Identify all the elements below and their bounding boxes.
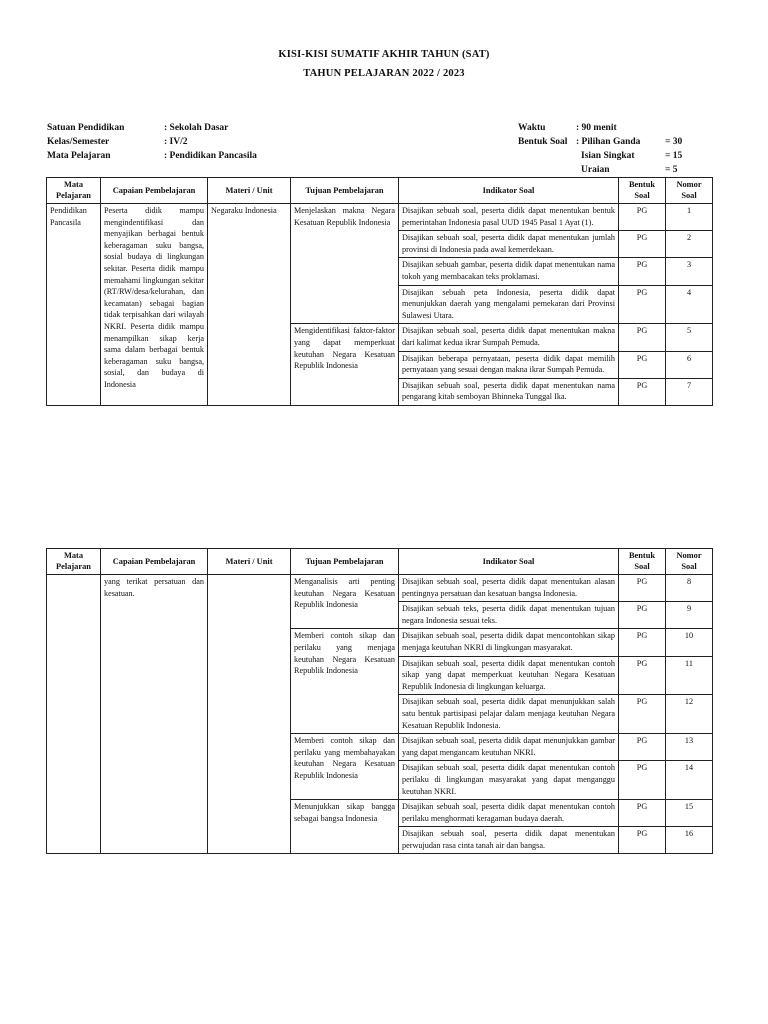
cell-nomor: 2 — [666, 231, 713, 258]
bentuk-name-uraian: Uraian — [581, 165, 610, 175]
cell-indikator: Disajikan sebuah soal, peserta didik dapat menunjukkan gambar yang dapat mengancam keutuhan NKRI. — [399, 734, 619, 761]
cell-bentuk: PG — [619, 324, 666, 351]
col-tujuan: Tujuan Pembelajaran — [291, 549, 399, 575]
cell-capaian: Peserta didik mampu mengindentifikasi dan menyajikan berbagai bentuk keberagaman suku bangsa, sosial budaya di lingkungan sekitar. Peserta didik mampu memahami lingkungan sekitar (RT/RW/desa/kelurahan, dan kecamatan) sebagai bagian tidak terpisahkan dari wilayah NKRI. Peserta didik mampu menampilkan sikap kerja sama dalam berbagai bentuk keberagaman suku bangsa, sosial, dan budaya di Indonesia — [101, 204, 208, 406]
cell-bentuk: PG — [619, 827, 666, 854]
col-capaian: Capaian Pembelajaran — [101, 178, 208, 204]
table-row — [47, 575, 713, 602]
kisi-table-1 — [46, 177, 713, 406]
cell-nomor: 9 — [666, 602, 713, 629]
col-materi: Materi / Unit — [208, 549, 291, 575]
col-mapel: Mata Pelajaran — [47, 549, 101, 575]
cell-bentuk: PG — [619, 734, 666, 761]
table-row — [47, 204, 713, 231]
cell-nomor: 1 — [666, 204, 713, 231]
cell-indikator: Disajikan sebuah peta Indonesia, peserta didik dapat menunjukkan daerah yang mengalami pemekaran dari Provinsi Sulawesi Utara. — [399, 285, 619, 324]
cell-indikator: Disajikan sebuah soal, peserta didik dapat mencontohkan sikap menjaga keutuhan NKRI di lingkungan masyarakat. — [399, 629, 619, 656]
cell-indikator: Disajikan sebuah soal, peserta didik dapat menentukan contoh perilaku di lingkungan masyarakat yang dapat menganggu keutuhan NKRI. — [399, 761, 619, 800]
cell-bentuk: PG — [619, 761, 666, 800]
cell-bentuk: PG — [619, 629, 666, 656]
cell-capaian: yang terikat persatuan dan kesatuan. — [101, 575, 208, 854]
cell-bentuk: PG — [619, 695, 666, 734]
cell-indikator: Disajikan sebuah soal, peserta didik dapat menentukan jumlah provinsi di Indonesia pada awal kemerdekaan. — [399, 231, 619, 258]
col-capaian: Capaian Pembelajaran — [101, 549, 208, 575]
waktu-value: : 90 menit — [576, 123, 617, 133]
cell-nomor: 10 — [666, 629, 713, 656]
info-left — [47, 121, 257, 163]
cell-indikator: Disajikan sebuah soal, peserta didik dapat menentukan contoh perilaku menghormati keragaman budaya daerah. — [399, 800, 619, 827]
cell-materi — [208, 575, 291, 854]
cell-nomor: 16 — [666, 827, 713, 854]
info-label-mapel: Mata Pelajaran — [47, 151, 111, 161]
cell-nomor: 4 — [666, 285, 713, 324]
bentuk-count-pg: = 30 — [665, 137, 683, 147]
cell-bentuk: PG — [619, 351, 666, 378]
cell-bentuk: PG — [619, 204, 666, 231]
cell-nomor: 13 — [666, 734, 713, 761]
cell-bentuk: PG — [619, 602, 666, 629]
cell-tujuan: Memberi contoh sikap dan perilaku yang membahayakan keutuhan Negara Kesatuan Republik Indonesia — [291, 734, 399, 800]
cell-tujuan: Memberi contoh sikap dan perilaku yang menjaga keutuhan Negara Kesatuan Republik Indonesia — [291, 629, 399, 734]
cell-materi: Negaraku Indonesia — [208, 204, 291, 406]
cell-indikator: Disajikan sebuah teks, peserta didik dapat menentukan tujuan negara Indonesia sesuai teks. — [399, 602, 619, 629]
waktu-label: Waktu — [518, 123, 546, 133]
info-label-satuan: Satuan Pendidikan — [47, 123, 125, 133]
cell-indikator: Disajikan sebuah soal, peserta didik dapat menentukan bentuk pemerintahan Indonesia pasal UUD 1945 Pasal 1 Ayat (1). — [399, 204, 619, 231]
col-mapel: Mata Pelajaran — [47, 178, 101, 204]
bentuk-count-isian: = 15 — [665, 151, 683, 161]
cell-bentuk: PG — [619, 258, 666, 285]
cell-bentuk: PG — [619, 378, 666, 405]
cell-tujuan: Mengidentifikasi faktor-faktor yang dapat memperkuat keutuhan Negara Kesatuan Republik Indonesia — [291, 324, 399, 406]
cell-indikator: Disajikan sebuah soal, peserta didik dapat menentukan makna dari kalimat kedua ikrar Sumpah Pemuda. — [399, 324, 619, 351]
cell-bentuk: PG — [619, 656, 666, 695]
kisi-table-2 — [46, 548, 713, 854]
cell-bentuk: PG — [619, 231, 666, 258]
bentuk-count-uraian: = 5 — [665, 165, 678, 175]
cell-indikator: Disajikan sebuah soal, peserta didik dapat menentukan alasan pentingnya persatuan dan kesatuan bangsa Indonesia. — [399, 575, 619, 602]
col-indikator: Indikator Soal — [399, 178, 619, 204]
cell-mapel — [47, 575, 101, 854]
info-value-kelas: : IV/2 — [164, 137, 188, 147]
document-title: KISI-KISI SUMATIF AKHIR TAHUN (SAT) — [278, 49, 490, 60]
bentuk-label: Bentuk Soal — [518, 137, 568, 147]
cell-indikator: Disajikan sebuah soal, peserta didik dapat menentukan contoh sikap yang dapat memperkuat keutuhan Negara Kesatuan Republik Indonesia di lingkungan keluarga. — [399, 656, 619, 695]
cell-nomor: 14 — [666, 761, 713, 800]
cell-mapel: Pendidikan Pancasila — [47, 204, 101, 406]
cell-tujuan: Menunjukkan sikap bangga sebagai bangsa Indonesia — [291, 800, 399, 854]
col-indikator: Indikator Soal — [399, 549, 619, 575]
cell-indikator: Disajikan sebuah soal, peserta didik dapat menunjukkan salah satu bentuk partisipasi pelajar dalam menjaga keutuhan Negara Kesatuan Republik Indonesia. — [399, 695, 619, 734]
col-bentuk: Bentuk Soal — [619, 549, 666, 575]
bentuk-name-isian: Isian Singkat — [581, 151, 635, 161]
cell-nomor: 8 — [666, 575, 713, 602]
bentuk-name-pg: : Pilihan Ganda — [576, 137, 641, 147]
cell-tujuan: Menjelaskan makna Negara Kesatuan Republik Indonesia — [291, 204, 399, 324]
cell-nomor: 7 — [666, 378, 713, 405]
table-header-row — [47, 549, 713, 575]
info-label-kelas: Kelas/Semester — [47, 137, 110, 147]
cell-tujuan: Menganalisis arti penting keutuhan Negara Kesatuan Republik Indonesia — [291, 575, 399, 629]
cell-nomor: 6 — [666, 351, 713, 378]
table-header-row — [47, 178, 713, 204]
cell-indikator: Disajikan beberapa pernyataan, peserta didik dapat memilih pernyataan yang sesuai dengan makna ikrar Sumpah Pemuda. — [399, 351, 619, 378]
document-subtitle: TAHUN PELAJARAN 2022 / 2023 — [303, 68, 465, 79]
cell-bentuk: PG — [619, 800, 666, 827]
cell-nomor: 11 — [666, 656, 713, 695]
info-right — [518, 121, 682, 177]
cell-nomor: 3 — [666, 258, 713, 285]
col-nomor: Nomor Soal — [666, 178, 713, 204]
cell-indikator: Disajikan sebuah soal, peserta didik dapat menentukan nama pengarang kitab semboyan Bhinneka Tunggal Ika. — [399, 378, 619, 405]
cell-nomor: 12 — [666, 695, 713, 734]
cell-bentuk: PG — [619, 575, 666, 602]
info-value-mapel: : Pendidikan Pancasila — [164, 151, 257, 161]
col-bentuk: Bentuk Soal — [619, 178, 666, 204]
col-tujuan: Tujuan Pembelajaran — [291, 178, 399, 204]
cell-nomor: 5 — [666, 324, 713, 351]
col-nomor: Nomor Soal — [666, 549, 713, 575]
info-value-satuan: : Sekolah Dasar — [164, 123, 229, 133]
cell-nomor: 15 — [666, 800, 713, 827]
cell-indikator: Disajikan sebuah gambar, peserta didik dapat menentukan nama tokoh yang membacakan teks proklamasi. — [399, 258, 619, 285]
cell-indikator: Disajikan sebuah soal, peserta didik dapat menentukan perwujudan rasa cinta tanah air dan bangsa. — [399, 827, 619, 854]
cell-bentuk: PG — [619, 285, 666, 324]
col-materi: Materi / Unit — [208, 178, 291, 204]
